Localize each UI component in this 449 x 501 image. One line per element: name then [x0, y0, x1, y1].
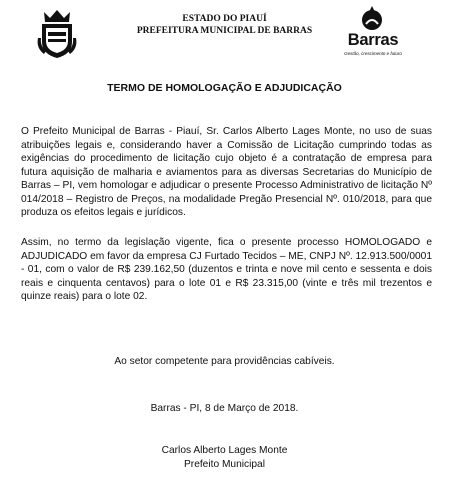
logo-wordmark: Barras — [347, 31, 399, 49]
signer-name: Carlos Alberto Lages Monte — [161, 445, 288, 456]
paragraph-homologation: O Prefeito Municipal de Barras - Piauí, Sr. Carlos Alberto Lages Monte, no uso de suas atribuições legais e, considerando haver a Comissão de Licitação cumprindo todas as exigências do procedimento de licitação cujo objeto é a contratação de empresa para futura aquisição de malharia e aviamentos para as diversas Secretarias do Município de Barras – PI, vem homologar e adjudicar o presente Processo Administrativo de licitação Nº 014/2018 – Registro de Preços, na modalidade Pregão Presencial Nº. 010/2018, para que produza os efeitos legais e jurídicos. — [21, 126, 432, 218]
paragraph-adjudication: Assim, no termo da legislação vigente, fica o presente processo HOMOLOGADO e ADJUDICADO em favor da empresa CJ Furtado Tecidos – ME, CNPJ Nº. 12.913.500/0001 - 01, com o valor de R$ 239.162,50 (duzentos e trinta e nove mil cento e sessenta e dois reais e cinquenta centavos) para o lote 01 e R$ 23.315,00 (vinte e três mil trezentos e quinze reais) para o lote 02. — [21, 237, 432, 302]
logo-tagline: Gestão, crescimento e futuro — [344, 51, 402, 56]
place-date: Barras - PI, 8 de Março de 2018. — [150, 403, 299, 414]
barras-logo — [342, 6, 404, 66]
document-title: TERMO DE HOMOLOGAÇÃO E ADJUDICAÇÃO — [107, 82, 342, 94]
state-name: ESTADO DO PIAUÍ — [182, 14, 267, 24]
signer-role: Prefeito Municipal — [184, 459, 265, 470]
closing-line: Ao setor competente para providências cabíveis. — [114, 356, 335, 367]
prefecture-name: PREFEITURA MUNICIPAL DE BARRAS — [136, 26, 313, 36]
barras-logo-mark-icon — [360, 6, 384, 32]
